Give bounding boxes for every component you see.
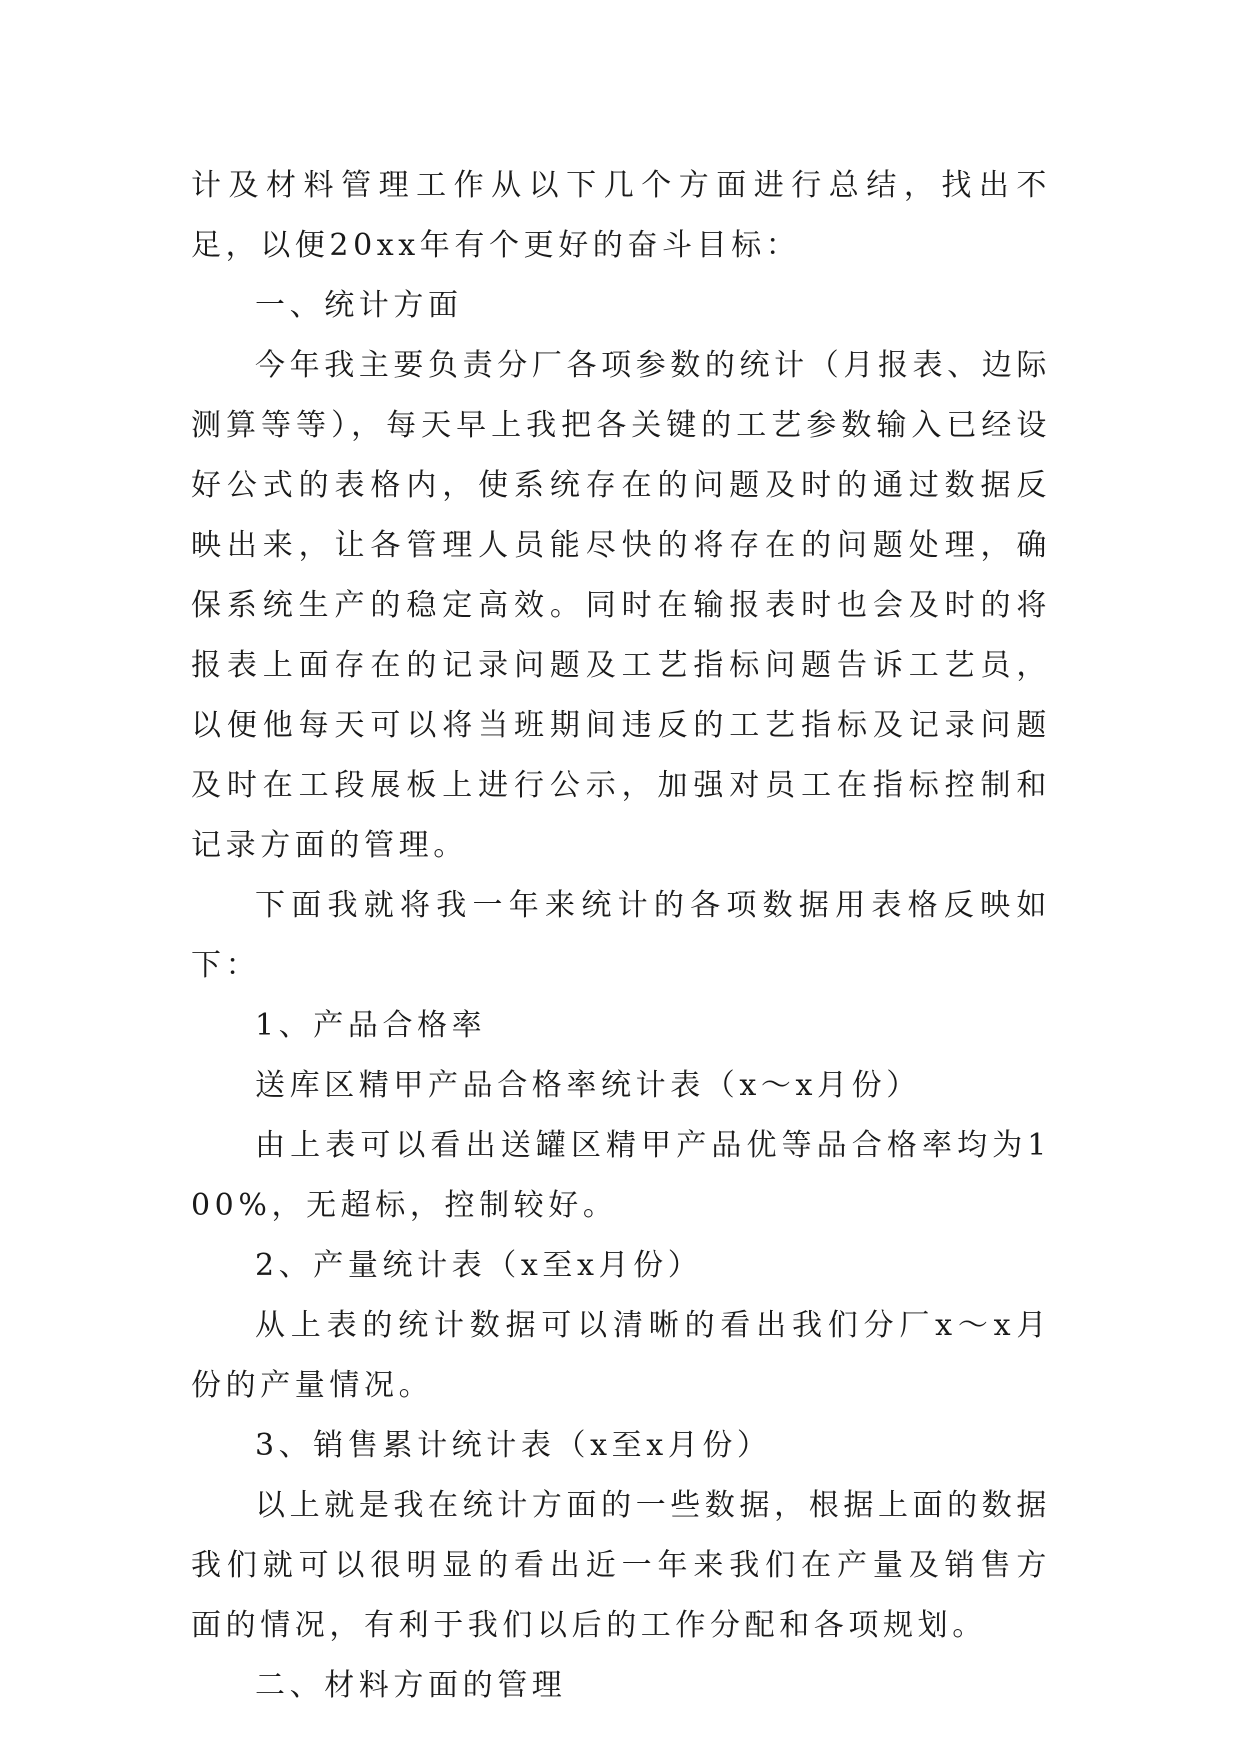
subheading-output-table: 2、产量统计表（x至x月份） [255,1248,703,1283]
paragraph-pass-rate-summary: 由上表可以看出送罐区精甲产品优等品合格率均为100%，无超标，控制较好。 [191,1128,1051,1223]
paragraph-table-intro: 下面我就将我一年来统计的各项数据用表格反映如下： [191,888,1051,983]
paragraph-statistics-conclusion: 以上就是我在统计方面的一些数据，根据上面的数据我们就可以很明显的看出近一年来我们在产量及销售方面的情况，有利于我们以后的工作分配和各项规划。 [191,1488,1051,1643]
paragraph-output-summary: 从上表的统计数据可以清晰的看出我们分厂x～x月份的产量情况。 [191,1308,1051,1403]
paragraph-statistics-duties: 今年我主要负责分厂各项参数的统计（月报表、边际测算等等），每天早上我把各关键的工艺参数输入已经设好公式的表格内，使系统存在的问题及时的通过数据反映出来，让各管理人员能尽快的将存在的问题处理，确保系统生产的稳定高效。同时在输报表时也会及时的将报表上面存在的记录问题及工艺指标问题告诉工艺员，以便他每天可以将当班期间违反的工艺指标及记录问题及时在工段展板上进行公示，加强对员工在指标控制和记录方面的管理。 [191,348,1051,863]
paragraph-continuation: 计及材料管理工作从以下几个方面进行总结，找出不足，以便20xx年有个更好的奋斗目标： [191,168,1051,263]
document-body [191,156,1051,1716]
section-heading-materials: 二、材料方面的管理 [255,1668,567,1703]
subheading-product-pass-rate: 1、产品合格率 [255,1008,487,1043]
section-heading-statistics: 一、统计方面 [255,288,463,323]
table-caption-pass-rate: 送库区精甲产品合格率统计表（x～x月份） [255,1068,921,1103]
subheading-sales-table: 3、销售累计统计表（x至x月份） [255,1428,772,1463]
